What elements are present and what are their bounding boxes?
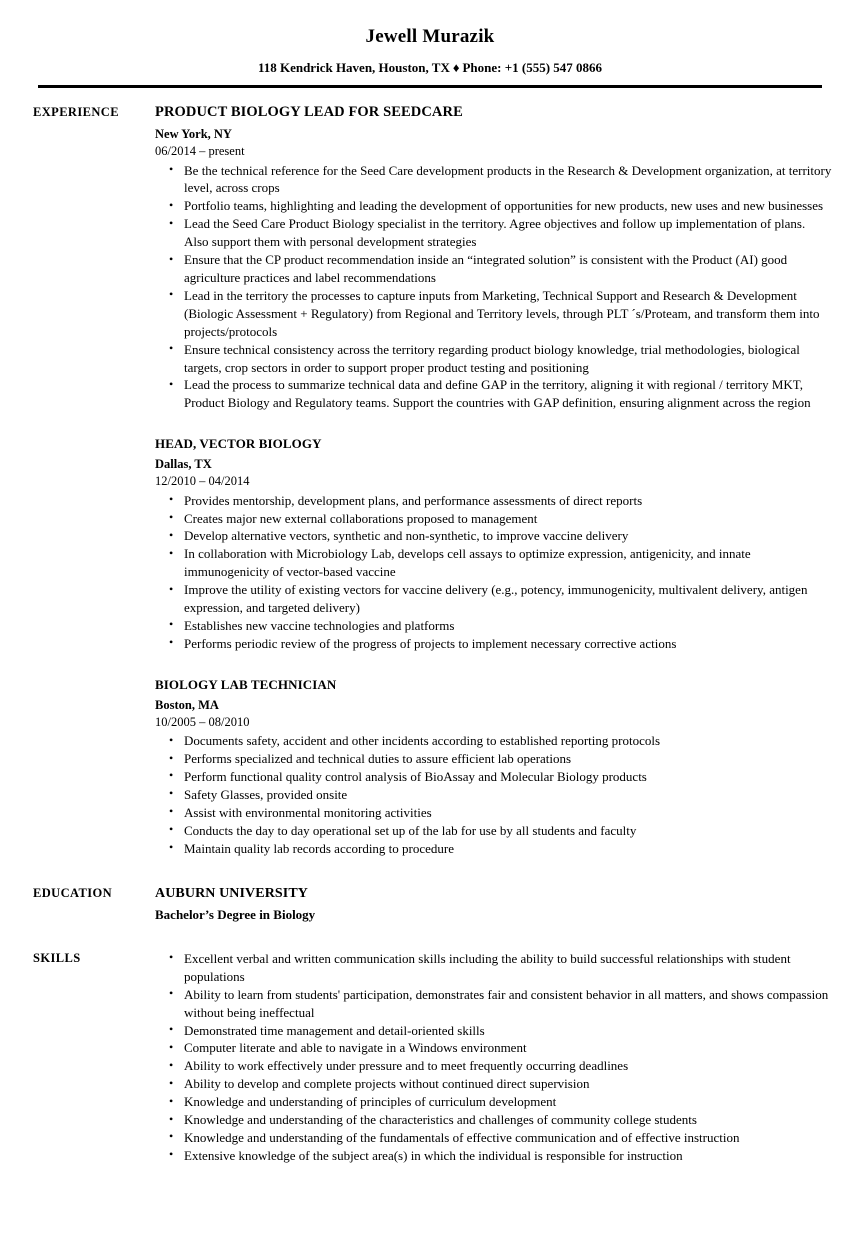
list-item: • Ability to learn from students' participation, demonstrates fair and consistent behavior in all matters, and shows compassion without being ineffectual (155, 986, 832, 1022)
experience-section (0, 104, 860, 857)
job-dates: 10/2005 – 08/2010 (155, 714, 250, 729)
list-item: • Ability to work effectively under pressure and to meet frequently occurring deadlines (155, 1057, 832, 1075)
skills-section (0, 950, 860, 1165)
skills-list (155, 950, 832, 1165)
education-body (155, 885, 860, 923)
list-item: • Computer literate and able to navigate in a Windows environment (155, 1039, 832, 1057)
resume-header (0, 0, 860, 88)
job-location: Dallas, TX (155, 457, 212, 472)
list-item: • Provides mentorship, development plans, and performance assessments of direct reports (155, 492, 832, 510)
experience-body (155, 104, 860, 857)
header-divider (38, 85, 822, 88)
job-title: HEAD, VECTOR BIOLOGY (155, 436, 322, 452)
list-item: • Ensure technical consistency across the territory regarding product biology knowledge, trial methodologies, biological targets, crop sectors in order to support proper product testing and positioning (155, 341, 832, 377)
job-title: PRODUCT BIOLOGY LEAD FOR SEEDCARE (155, 104, 463, 121)
list-item: • Maintain quality lab records according to procedure (155, 840, 832, 858)
list-item: • Develop alternative vectors, synthetic and non-synthetic, to improve vaccine delivery (155, 527, 832, 545)
list-item: • Lead the process to summarize technical data and define GAP in the territory, aligning it with regional / territory MKT, Product Biology and Regulatory teams. Support the countries with GAP definition, ensuring alignment across the region (155, 376, 832, 412)
section-label-skills: SKILLS (33, 950, 81, 965)
job-responsibilities (155, 732, 832, 857)
list-item: • Demonstrated time management and detail-oriented skills (155, 1022, 832, 1040)
list-item: • In collaboration with Microbiology Lab, develops cell assays to optimize expression, antigenicity, and innate immunogenicity of vector-based vaccine (155, 545, 832, 581)
section-label-education: EDUCATION (33, 886, 113, 901)
list-item: • Lead the Seed Care Product Biology specialist in the territory. Agree objectives and follow up implementation of plans. Also support them with personal development strategies (155, 215, 832, 251)
candidate-name: Jewell Murazik (365, 26, 495, 47)
job-responsibilities (155, 162, 832, 413)
list-item: • Knowledge and understanding of the characteristics and challenges of community college students (155, 1111, 832, 1129)
section-label-experience: EXPERIENCE (33, 105, 119, 120)
list-item: • Ensure that the CP product recommendation inside an “integrated solution” is consistent with the Product (AI) good agriculture practices and label recommendations (155, 251, 832, 287)
job-location: Boston, MA (155, 697, 219, 712)
list-item: • Documents safety, accident and other incidents according to established reporting protocols (155, 732, 832, 750)
list-item: • Assist with environmental monitoring activities (155, 804, 832, 822)
contact-line (0, 60, 860, 76)
contact-address: 118 Kendrick Haven, Houston, TX (257, 59, 450, 75)
job-dates: 06/2014 – present (155, 144, 245, 159)
list-item: • Conducts the day to day operational set up of the lab for use by all students and faculty (155, 822, 832, 840)
list-item: • Lead in the territory the processes to capture inputs from Marketing, Technical Support and Research & Development (Biologic Assessment + Regulatory) from Regional and Territory levels, through PLT ´s/Proteam, and transform them into projects/protocols (155, 287, 832, 341)
list-item: • Perform functional quality control analysis of BioAssay and Molecular Biology products (155, 768, 832, 786)
list-item: • Knowledge and understanding of principles of curriculum development (155, 1093, 832, 1111)
education-degree: Bachelor’s Degree in Biology (155, 906, 316, 922)
list-item: • Performs periodic review of the progress of projects to implement necessary corrective actions (155, 635, 832, 653)
job-entry (155, 104, 832, 412)
education-school: AUBURN UNIVERSITY (155, 886, 308, 902)
education-section (0, 885, 860, 923)
list-item: • Be the technical reference for the Seed Care development products in the Research & Development organization, at territory level, across crops (155, 162, 832, 198)
list-item: • Performs specialized and technical duties to assure efficient lab operations (155, 750, 832, 768)
list-item: • Safety Glasses, provided onsite (155, 786, 832, 804)
job-location: New York, NY (155, 127, 232, 142)
list-item: • Ability to develop and complete projects without continued direct supervision (155, 1075, 832, 1093)
job-entry (155, 677, 832, 858)
diamond-icon: ♦ (452, 59, 460, 75)
list-item: • Excellent verbal and written communication skills including the ability to build successful relationships with student populations (155, 950, 832, 986)
list-item: • Improve the utility of existing vectors for vaccine delivery (e.g., potency, immunogenicity, multivalent delivery, antigen expression, and targeted delivery) (155, 581, 832, 617)
job-dates: 12/2010 – 04/2014 (155, 474, 250, 489)
job-responsibilities (155, 492, 832, 653)
contact-phone: Phone: +1 (555) 547 0866 (462, 59, 603, 75)
list-item: • Creates major new external collaborations proposed to management (155, 510, 832, 528)
skills-body (155, 950, 860, 1165)
list-item: • Extensive knowledge of the subject area(s) in which the individual is responsible for instruction (155, 1147, 832, 1165)
list-item: • Knowledge and understanding of the fundamentals of effective communication and of effective instruction (155, 1129, 832, 1147)
list-item: • Portfolio teams, highlighting and leading the development of opportunities for new products, new uses and new businesses (155, 197, 832, 215)
list-item: • Establishes new vaccine technologies and platforms (155, 617, 832, 635)
job-entry (155, 436, 832, 653)
job-title: BIOLOGY LAB TECHNICIAN (155, 676, 337, 692)
